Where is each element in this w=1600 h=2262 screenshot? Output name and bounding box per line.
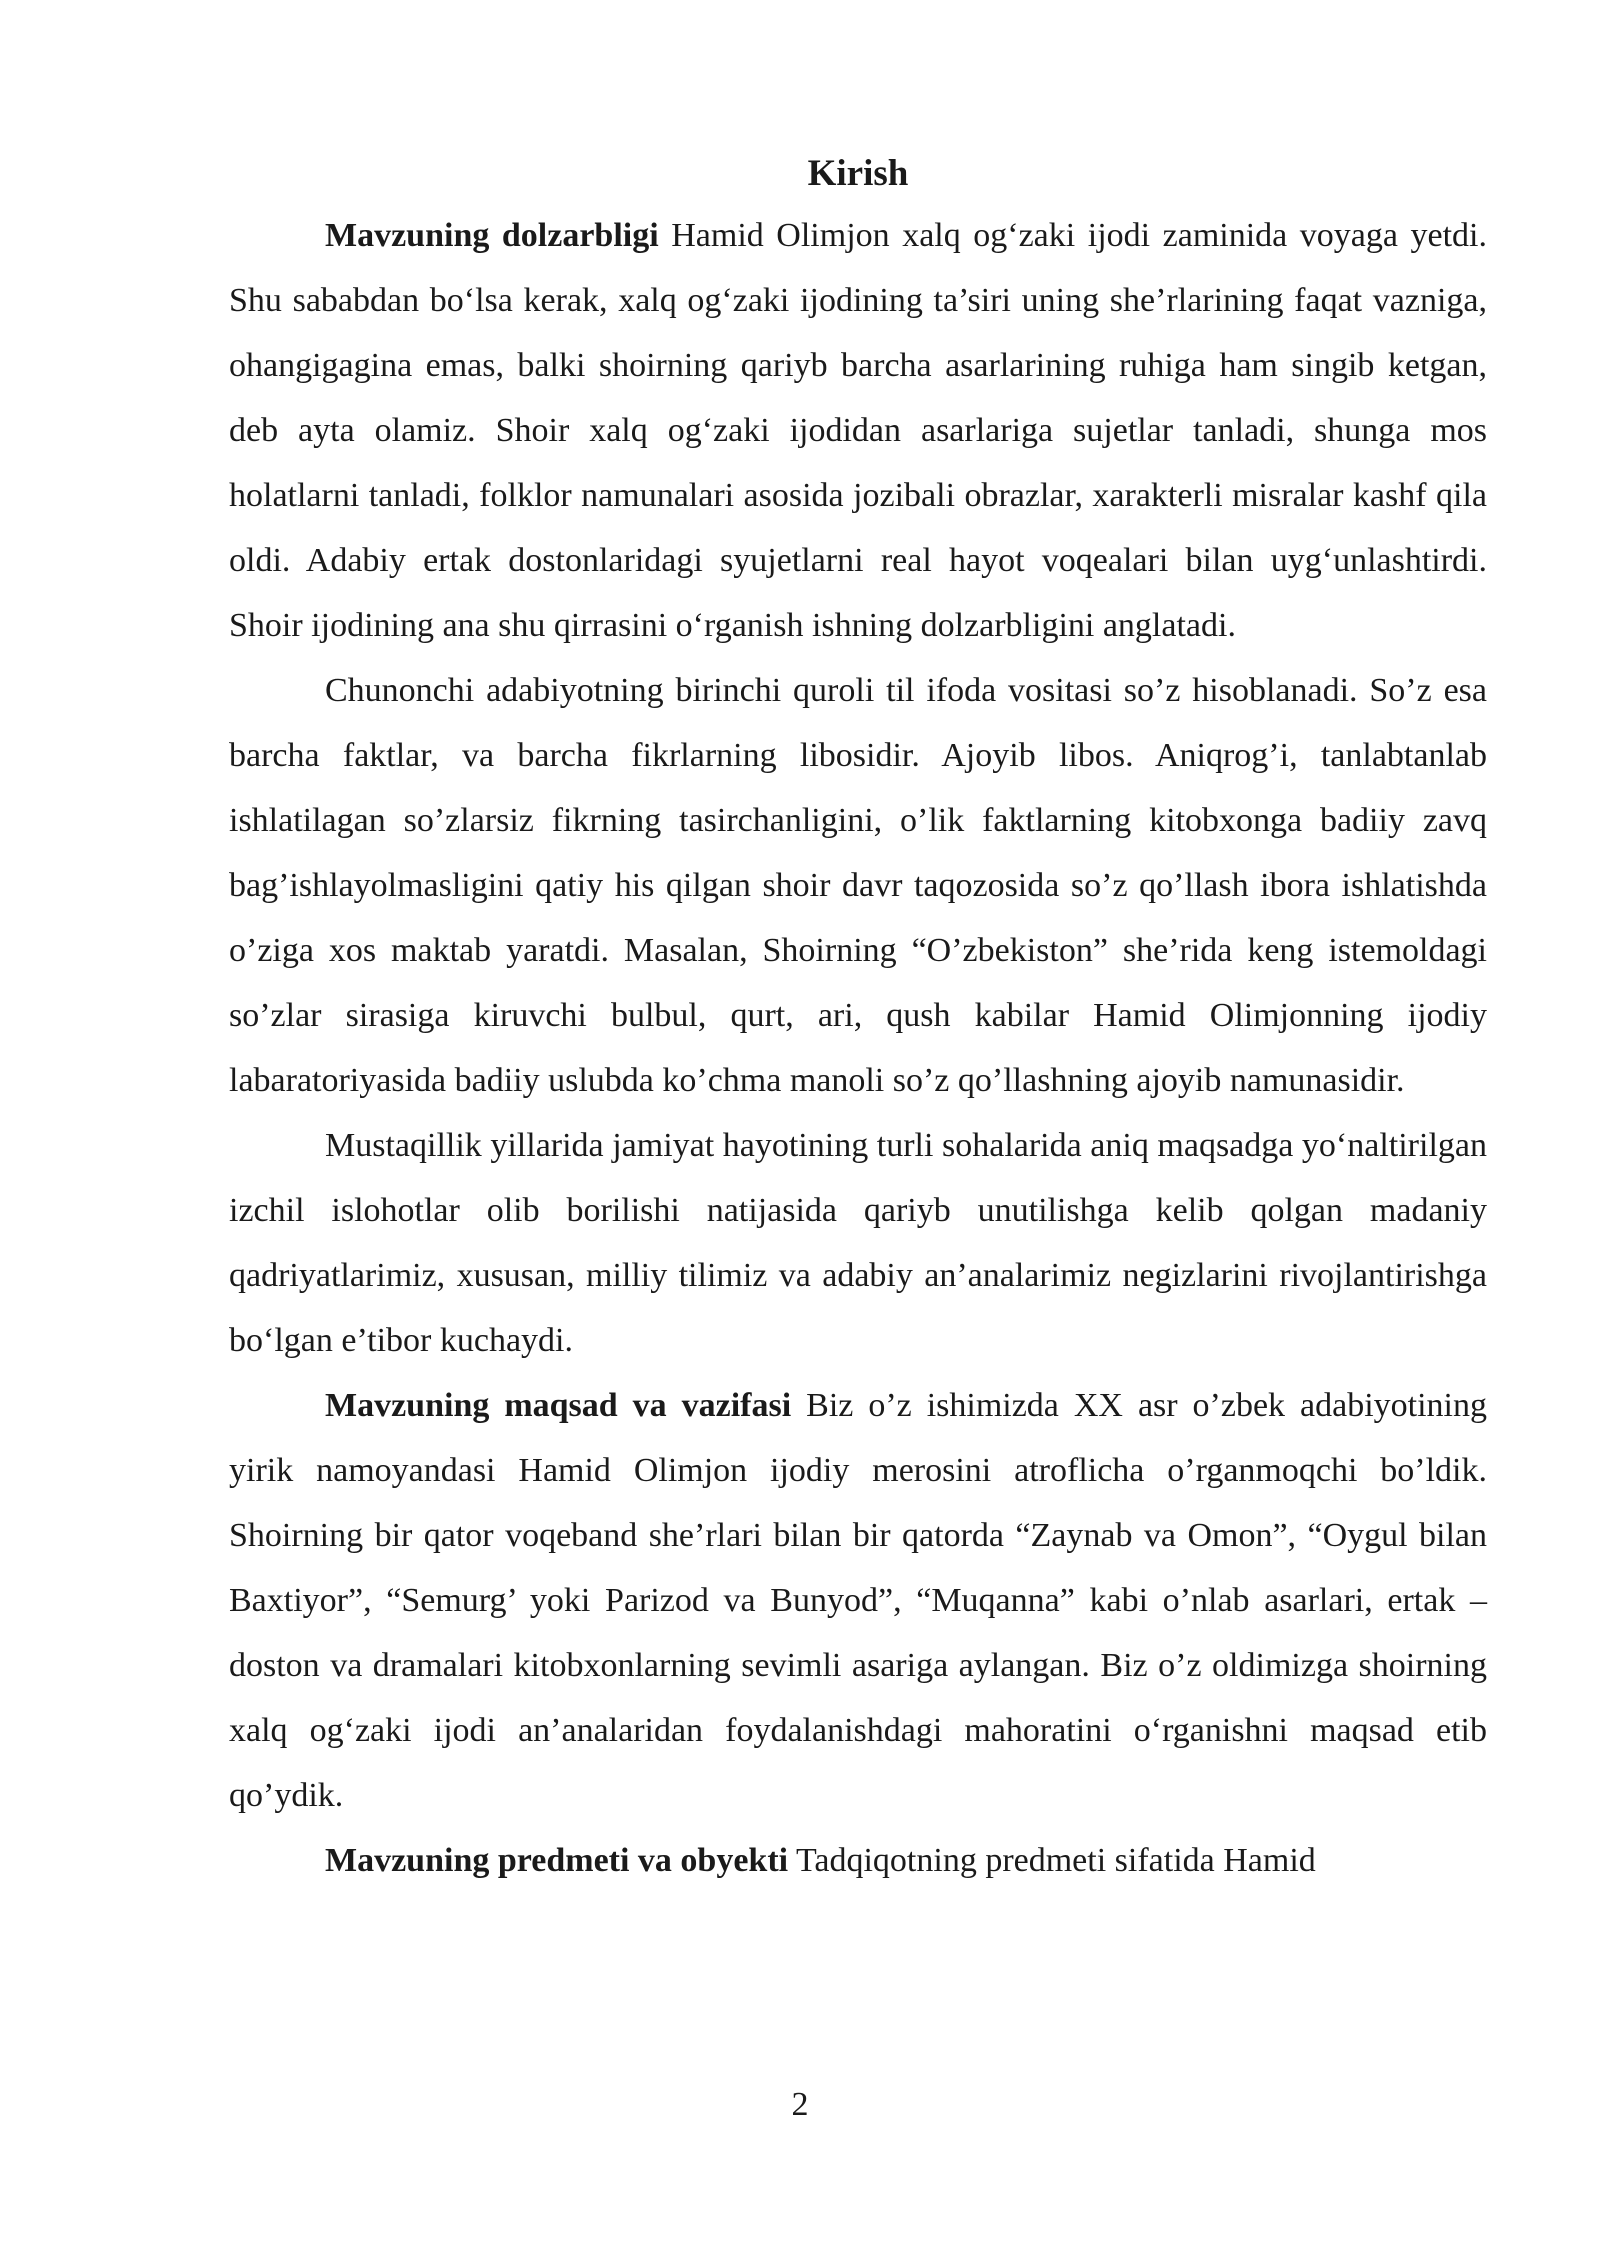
paragraph-language <box>229 658 1487 1113</box>
page-title: Kirish <box>807 153 909 194</box>
paragraph-subject <box>229 1828 1487 1893</box>
paragraph-independence <box>229 1113 1487 1373</box>
page-number: 2 <box>791 2086 809 2123</box>
document-page <box>229 145 1487 1893</box>
paragraph-lead: Mavzuning maqsad va vazifasi <box>325 1387 792 1424</box>
paragraph-goal <box>229 1373 1487 1828</box>
paragraph-body: Biz o’z ishimizda XX asr o’zbek adabiyotining yirik namoyandasi Hamid Olimjon ijodiy merosini atroflicha o’rganmoqchi bo’ldik. Shoirning bir qator voqeband she’rlari bilan bir qatorda “Zaynab va Omon”, “Oygul bilan Baxtiyor”, “Semurg’ yoki Parizod va Bunyod”, “Muqanna” kabi o’nlab asarlari, ertak – doston va dramalari kitobxonlarning sevimli asariga aylangan. Biz o’z oldimizga shoirning xalq og‘zaki ijodi an’analaridan foydalanishdagi mahoratini o‘rganishni maqsad etib qo’ydik. <box>229 1387 1487 1814</box>
paragraph-body: Chunonchi adabiyotning birinchi quroli til ifoda vositasi so’z hisoblanadi. So’z esa barcha faktlar, va barcha fikrlarning libosidir. Ajoyib libos. Aniqrog’i, tanlabtanlab ishlatilagan so’zlarsiz fikrning tasirchanligini, o’lik faktlarning kitobxonga badiiy zavq bag’ishlayolmasligini qatiy his qilgan shoir davr taqozosida so’z qo’llash ibora ishlatishda o’ziga xos maktab yaratdi. Masalan, Shoirning “O’zbekiston” she’rida keng istemoldagi so’zlar sirasiga kiruvchi bulbul, qurt, ari, qush kabilar Hamid Olimjonning ijodiy labaratoriyasida badiiy uslubda ko’chma manoli so’z qo’llashning ajoyib namunasidir. <box>229 672 1487 1099</box>
paragraph-body: Hamid Olimjon xalq og‘zaki ijodi zaminida voyaga yetdi. Shu sababdan bo‘lsa kerak, xalq og‘zaki ijodining ta’siri uning she’rlarining faqat vazniga, ohangigagina emas, balki shoirning qariyb barcha asarlarining ruhiga ham singib ketgan, deb ayta olamiz. Shoir xalq og‘zaki ijodidan asarlariga sujetlar tanladi, shunga mos holatlarni tanladi, folklor namunalari asosida jozibali obrazlar, xarakterli misralar kashf qila oldi. Adabiy ertak dostonlaridagi syujetlarni real hayot voqealari bilan uyg‘unlashtirdi. Shoir ijodining ana shu qirrasini o‘rganish ishning dolzarbligini anglatadi. <box>229 217 1487 644</box>
paragraph-body: Tadqiqotning predmeti sifatida Hamid <box>788 1842 1316 1879</box>
paragraph-relevance <box>229 203 1487 658</box>
paragraph-body: Mustaqillik yillarida jamiyat hayotining turli sohalarida aniq maqsadga yo‘naltirilgan izchil islohotlar olib borilishi natijasida qariyb unutilishga kelib qolgan madaniy qadriyatlarimiz, xususan, milliy tilimiz va adabiy an’analarimiz negizlarini rivojlantirishga bo‘lgan e’tibor kuchaydi. <box>229 1127 1487 1359</box>
paragraph-lead: Mavzuning predmeti va obyekti <box>325 1842 789 1879</box>
paragraph-lead: Mavzuning dolzarbligi <box>325 217 659 254</box>
